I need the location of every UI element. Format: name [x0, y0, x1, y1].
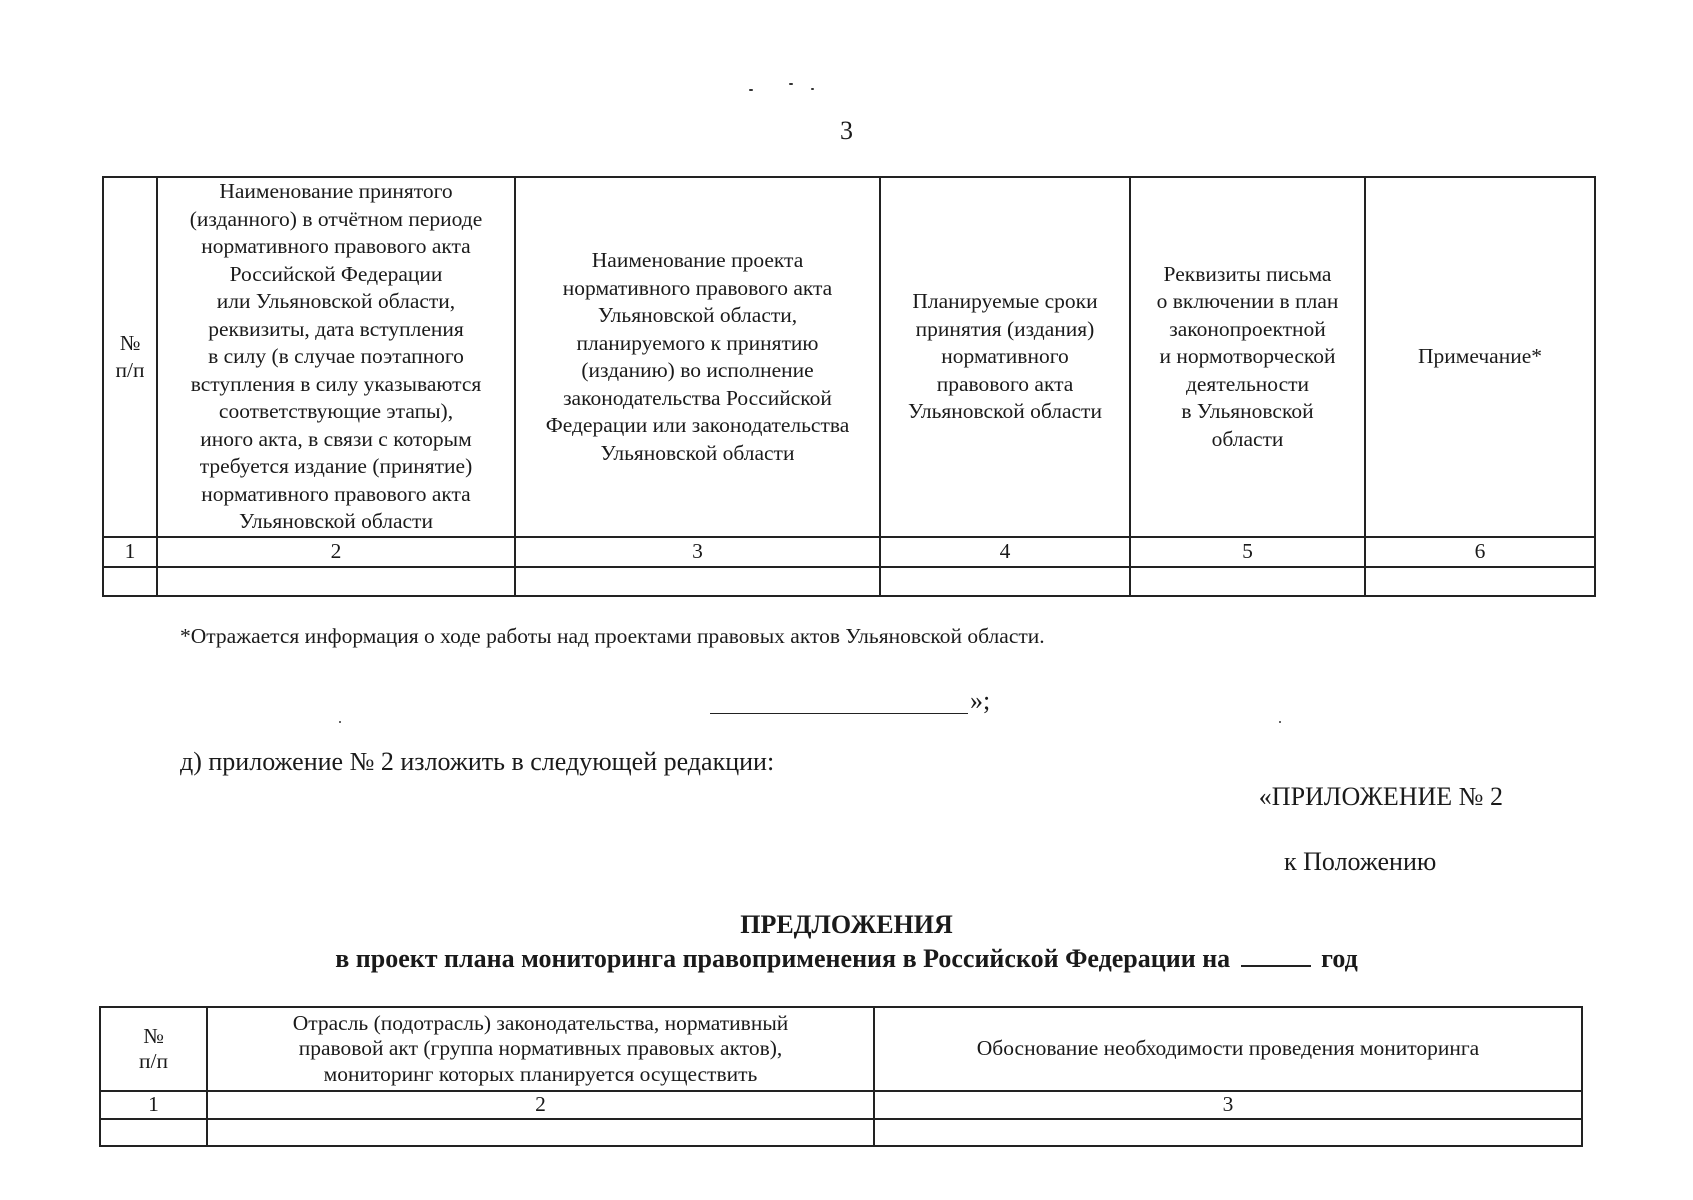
signature-blank-line	[710, 689, 968, 714]
empty-cell	[103, 567, 157, 596]
column-header-adopted-act: Наименование принятого (изданного) в отчётном периоде нормативного правового акта Российской Федерации или Ульяновской области, реквизиты, дата вступления в силу (в случае поэтапного вступления в силу указываются соответствующие этапы), иного акта, в связи с которым требуется издание (принятие) нормативного правового акта Ульяновской области	[157, 177, 515, 537]
appendix-title: «ПРИЛОЖЕНИЕ № 2	[1258, 782, 1503, 811]
column-number: 5	[1130, 537, 1365, 567]
empty-cell	[880, 567, 1130, 596]
table-header-row	[100, 1007, 1582, 1091]
document-subheading	[0, 944, 1693, 974]
table-row	[103, 567, 1595, 596]
table-header-row	[103, 177, 1595, 537]
scan-speck	[1279, 721, 1281, 723]
empty-cell	[100, 1119, 207, 1146]
table-row	[100, 1119, 1582, 1146]
empty-cell	[1365, 567, 1595, 596]
column-header-number: № п/п	[100, 1007, 207, 1091]
column-number-row	[103, 537, 1595, 567]
empty-cell	[207, 1119, 874, 1146]
year-blank-line	[1241, 945, 1311, 967]
footnote: *Отражается информация о ходе работы над проектами правовых актов Ульяновской области.	[180, 624, 1045, 648]
proposals-table	[99, 1006, 1583, 1147]
scan-speck	[811, 88, 814, 90]
column-number: 2	[157, 537, 515, 567]
column-header-legislation-branch: Отрасль (подотрасль) законодательства, нормативный правовой акт (группа нормативных правовых актов), мониторинг которых планируется осуществить	[207, 1007, 874, 1091]
empty-cell	[157, 567, 515, 596]
scan-speck	[339, 721, 341, 723]
subheading-suffix: год	[1321, 944, 1358, 973]
monitoring-report-table	[102, 176, 1596, 597]
column-header-number: № п/п	[103, 177, 157, 537]
scan-speck	[749, 89, 753, 91]
empty-cell	[1130, 567, 1365, 596]
column-number: 1	[100, 1091, 207, 1119]
column-number: 2	[207, 1091, 874, 1119]
column-header-justification: Обоснование необходимости проведения мониторинга	[874, 1007, 1582, 1091]
column-header-letter-details: Реквизиты письма о включении в план законопроектной и нормотворческой деятельности в Ульяновской области	[1130, 177, 1365, 537]
column-number: 1	[103, 537, 157, 567]
page-number: 3	[840, 116, 853, 145]
document-heading: ПРЕДЛОЖЕНИЯ	[740, 910, 953, 939]
appendix-subtitle: к Положению	[1284, 847, 1437, 876]
scan-speck	[789, 83, 793, 85]
instruction-paragraph: д) приложение № 2 изложить в следующей редакции:	[180, 747, 775, 776]
column-number: 6	[1365, 537, 1595, 567]
column-header-note: Примечание*	[1365, 177, 1595, 537]
column-number: 4	[880, 537, 1130, 567]
column-number-row	[100, 1091, 1582, 1119]
column-header-draft-act: Наименование проекта нормативного правового акта Ульяновской области, планируемого к принятию (изданию) во исполнение законодательства Российской Федерации или законодательства Ульяновской области	[515, 177, 880, 537]
closing-quote: »;	[970, 686, 991, 715]
empty-cell	[874, 1119, 1582, 1146]
column-number: 3	[874, 1091, 1582, 1119]
column-number: 3	[515, 537, 880, 567]
subheading-prefix: в проект плана мониторинга правоприменения в Российской Федерации на	[335, 944, 1231, 973]
empty-cell	[515, 567, 880, 596]
column-header-planned-dates: Планируемые сроки принятия (издания) нормативного правового акта Ульяновской области	[880, 177, 1130, 537]
